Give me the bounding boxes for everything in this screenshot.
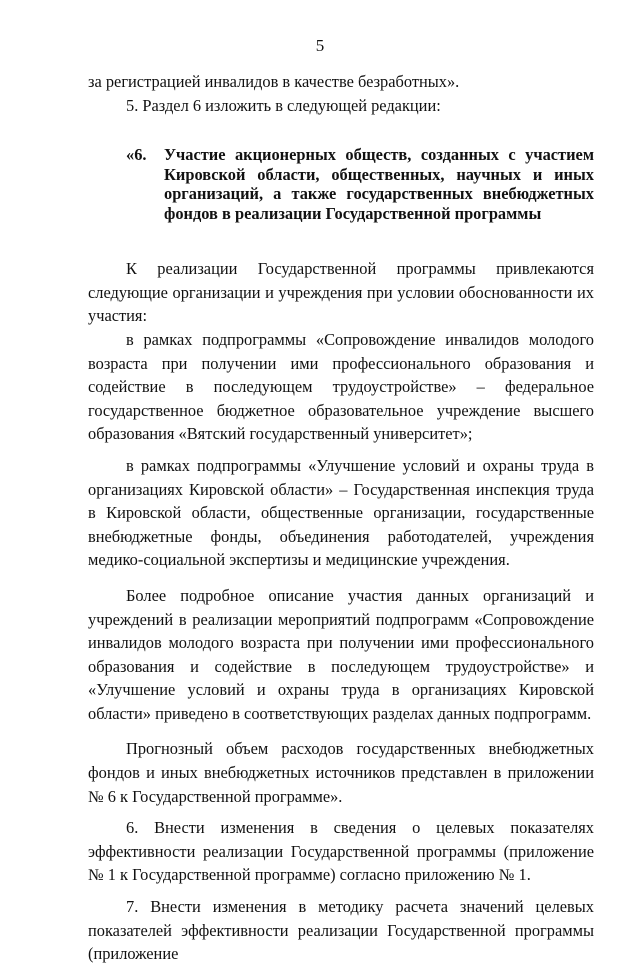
section-heading — [88, 145, 594, 223]
document-body — [88, 70, 594, 966]
paragraph-item-5: 5. Раздел 6 изложить в следующей редакции: — [126, 95, 441, 115]
paragraph-item-6: 6. Внести изменения в сведения о целевых показателях эффективности реализации Государственной программы (приложение № 1 к Государственной программе) согласно приложению № 1. — [88, 818, 594, 885]
paragraph-details: Более подробное описание участия данных организаций и учреждений в реализации мероприятий подпрограмм «Сопровождение инвалидов молодого возраста при получении ими профессионального образования и содействие в последующем трудоустройстве» и «Улучшение условий и охраны труда в организациях Кировской области» приведено в соответствующих разделах данных подпрограмм. — [88, 585, 594, 723]
section-number: «6. — [126, 145, 147, 165]
page-number: 5 — [315, 36, 325, 55]
paragraph-intro: К реализации Государственной программы привлекаются следующие организации и учреждения при условии обоснованности их участия: — [88, 259, 594, 326]
paragraph-subprogram-1: в рамках подпрограммы «Сопровождение инвалидов молодого возраста при получении ими профессионального образования и содействие в последующем трудоустройстве» – федеральное государственное бюджетное образовательное учреждение высшего образования «Вятский государственный университет»; — [88, 329, 594, 444]
paragraph-subprogram-2: в рамках подпрограммы «Улучшение условий и охраны труда в организациях Кировской области» – Государственная инспекция труда в Кировской области, общественные организации, государственные внебюджетные фонды, объединения работодателей, учреждения медико-социальной экспертизы и медицинские учреждения. — [88, 455, 594, 570]
paragraph-item-7: 7. Внести изменения в методику расчета значений целевых показателей эффективности реализации Государственной программы (приложение — [88, 897, 594, 964]
section-title: Участие акционерных обществ, созданных с участием Кировской области, общественных, научных и иных организаций, а также государственных внебюджетных фондов в реализации Государственной программы — [164, 145, 594, 223]
paragraph-forecast: Прогнозный объем расходов государственных внебюджетных фондов и иных внебюджетных источников представлен в приложении № 6 к Государственной программе». — [88, 739, 594, 806]
paragraph-continuation: за регистрацией инвалидов в качестве безработных». — [88, 72, 460, 91]
